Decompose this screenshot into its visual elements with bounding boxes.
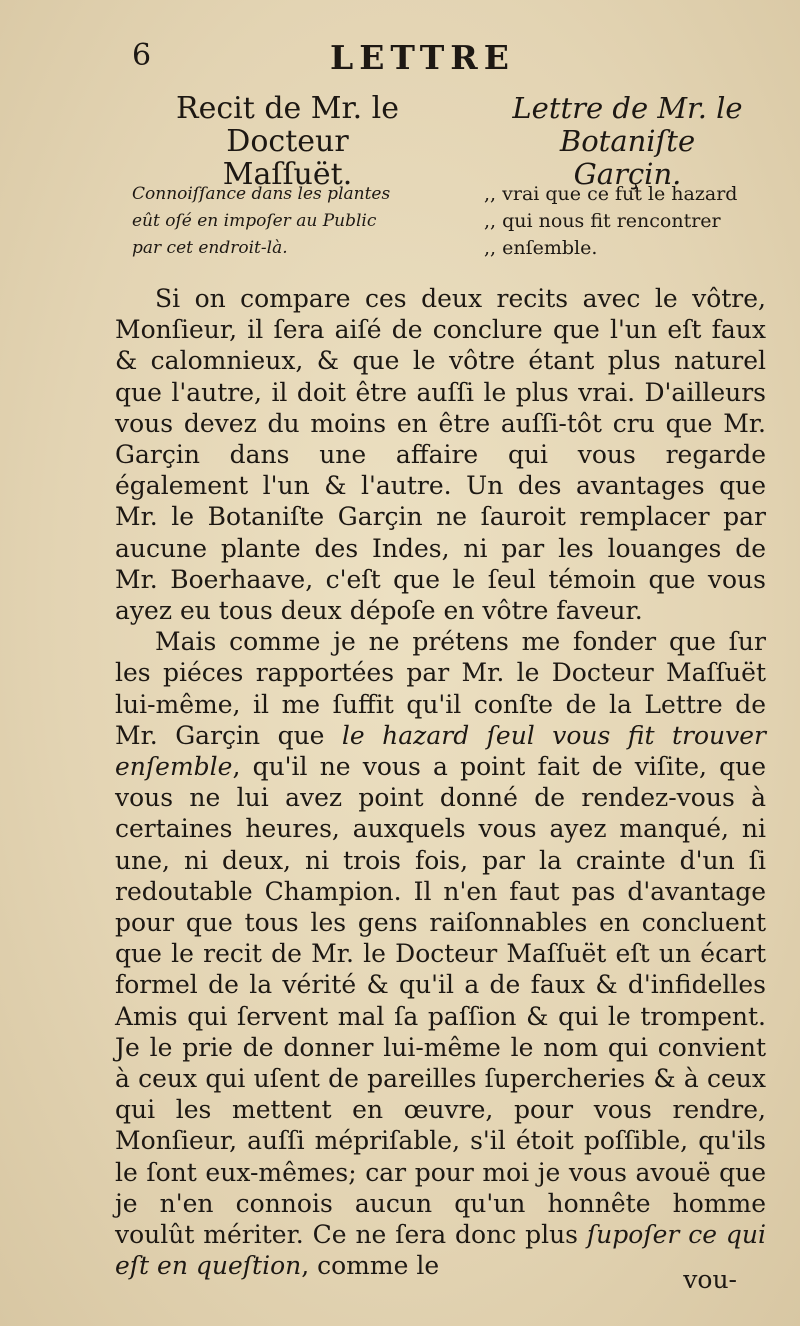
left-heading-line2: Maſſuët. — [222, 157, 353, 192]
left-quote-line: eût oſé en impoſer au Public — [132, 211, 377, 231]
paragraph-2-italic-phrase: ſupoſer ce qui eſt en queſtion — [115, 1220, 767, 1281]
paragraph-2 — [115, 626, 766, 1281]
left-quote-line: Connoiſſance dans les plantes — [132, 184, 391, 204]
left-column-heading — [115, 92, 460, 191]
paragraph-2-text: , qu'il ne vous a point fait de viſite, que vous ne lui avez point donné de rendez-vous à certaines heures, auxquels vous ayez manqué, ni une, ni deux, ni trois fois, par la crainte d'un ſi redoutable Champion. Il n'en faut pas d'avantage pour que tous les gens raiſonnables en concluent que le recit de Mr. le Docteur Maſſuët eſt un écart formel de la vérité & qu'il a de faux & d'infidelles Amis qui ſervent mal ſa paſſion & qui le trompent. Je le prie de donner lui-même le nom qui convient à ceux qui uſent de pareilles ſupercheries & à ceux qui les mettent en œuvre, pour vous rendre, Monſieur, auſſi mépriſable, s'il étoit poſſible, qu'ils le ſont eux-mêmes; car pour moi je vous avouë que je n'en connois aucun qu'un honnête homme voulût mériter. Ce ne ſera donc plus — [115, 752, 766, 1250]
right-column-heading — [455, 92, 800, 191]
right-column-quote — [484, 181, 794, 262]
right-heading-line2: Garçin. — [573, 157, 682, 191]
paragraph-2-text: Mais comme je ne prétens me fonder que ſur les piéces rapportées par Mr. le Docteur Maſſuët lui-même, il me ſuffit qu'il conſte de la Lettre de Mr. Garçin que — [115, 627, 766, 750]
running-title: LETTRE — [330, 38, 515, 77]
right-quote-line: ,, qui nous fit rencontrer — [484, 208, 794, 235]
catchword: vou- — [683, 1265, 737, 1294]
left-quote-line: par cet endroit-là. — [132, 238, 288, 258]
left-column-quote — [132, 181, 467, 262]
right-quote-line: ,, vrai que ce fut le hazard — [484, 181, 794, 208]
body-text — [115, 283, 766, 1282]
paragraph-1: Si on compare ces deux recits avec le vôtre, Monſieur, il ſera aiſé de conclure que l'un eſt faux & calomnieux, & que le vôtre étant plus naturel que l'autre, il doit être auſſi le plus vrai. D'ailleurs vous devez du moins en être auſſi-tôt cru que Mr. Garçin dans une affaire qui vous regarde également l'un & l'autre. Un des avantages que Mr. le Botaniſte Garçin ne ſauroit remplacer par aucune plante des Indes, ni par les louanges de Mr. Boerhaave, c'eſt que le ſeul témoin que vous ayez eu tous deux dépoſe en vôtre faveur. — [115, 284, 766, 626]
paragraph-2-text: , comme le — [301, 1251, 440, 1281]
right-quote-line: ,, enſemble. — [484, 235, 794, 262]
left-heading-line1: Recit de Mr. le Docteur — [175, 91, 399, 159]
page-header — [0, 38, 800, 78]
right-heading-line1: Lettre de Mr. le Botaniſte — [512, 91, 743, 158]
page-number: 6 — [132, 38, 152, 73]
paragraph-2-italic-quote: le hazard ſeul vous fit trouver enſemble — [115, 720, 766, 782]
